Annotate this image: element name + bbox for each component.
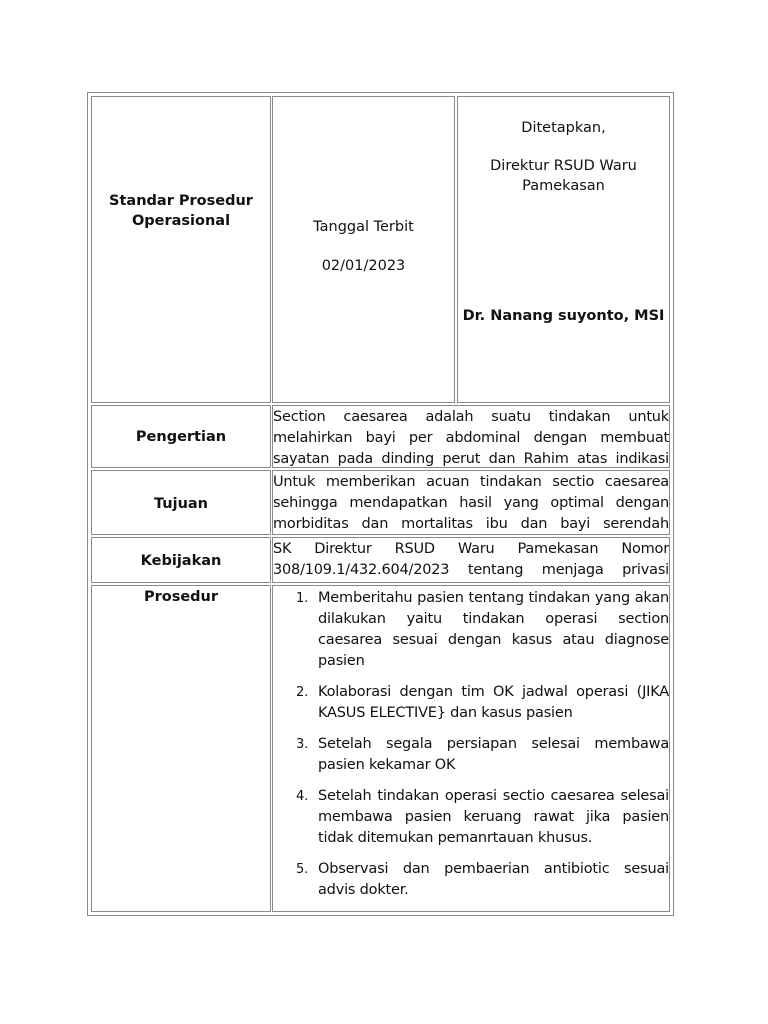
director-title — [458, 156, 669, 196]
kebijakan-content-cell — [272, 537, 670, 583]
tujuan-content-cell — [272, 470, 670, 535]
procedure-step-text: Setelah tindakan operasi sectio caesarea selesai membawa pasien keruang rawat jika pasien tidak ditemukan pemanrtauan khusus. — [318, 788, 669, 846]
tujuan-label-cell — [91, 470, 271, 535]
sop-title-line1: Standar Prosedur — [109, 193, 253, 209]
procedure-step — [273, 786, 669, 849]
prosedur-content-cell — [272, 585, 670, 912]
signatory-name: Dr. Nanang suyonto, MSI — [462, 308, 665, 324]
procedure-list — [273, 588, 669, 912]
procedure-step — [273, 911, 669, 912]
director-line2: Pamekasan — [522, 178, 605, 194]
procedure-step — [273, 588, 669, 672]
prosedur-label: Prosedur — [143, 589, 219, 605]
procedure-step-number: 3. — [296, 737, 309, 752]
approval-label: Ditetapkan, — [521, 120, 606, 136]
procedure-step-number: 5. — [296, 862, 309, 877]
sop-title-line2: Operasional — [131, 213, 231, 229]
issue-date-label: Tanggal Terbit — [313, 219, 414, 235]
issue-date-cell — [272, 96, 455, 403]
tujuan-label: Tujuan — [153, 496, 209, 512]
prosedur-label-cell — [91, 585, 271, 912]
procedure-step-number — [296, 911, 308, 912]
issue-date-value: 02/01/2023 — [321, 258, 406, 274]
kebijakan-label-cell — [91, 537, 271, 583]
sop-title-cell — [91, 96, 271, 403]
pengertian-label: Pengertian — [135, 429, 227, 445]
procedure-step-text: Kolaborasi dengan tim OK jadwal operasi (JIKA KASUS ELECTIVE} dan kasus pasien — [318, 684, 669, 721]
procedure-step-text: Observasi dan pembaerian antibiotic sesuai advis dokter. — [318, 861, 669, 898]
procedure-step-number: 4. — [296, 789, 309, 804]
approval-cell — [457, 96, 670, 403]
sop-title — [92, 191, 270, 231]
procedure-step-text: Memberitahu pasien tentang tindakan yang akan dilakukan yaitu tindakan operasi section caesarea sesuai dengan kasus atau diagnose pasien — [318, 590, 669, 669]
pengertian-label-cell — [91, 405, 271, 468]
pengertian-content-cell — [272, 405, 670, 468]
procedure-step-number: 1. — [296, 591, 309, 606]
director-line1: Direktur RSUD Waru — [490, 158, 637, 174]
procedure-step — [273, 682, 669, 724]
kebijakan-label: Kebijakan — [140, 553, 222, 569]
procedure-step-number: 2. — [296, 685, 309, 700]
pengertian-text: Section caesarea adalah suatu tindakan untuk melahirkan bayi per abdominal dengan membuat sayatan pada dinding perut dan Rahim atas indikasi — [273, 409, 669, 467]
tujuan-text: Untuk memberikan acuan tindakan sectio caesarea sehingga mendapatkan hasil yang optimal dengan morbiditas dan mortalitas ibu dan bayi serendah — [273, 474, 669, 532]
kebijakan-text: SK Direktur RSUD Waru Pamekasan Nomor 308/109.1/432.604/2023 tentang menjaga privasi — [273, 541, 669, 578]
procedure-step-text: Setelah segala persiapan selesai membawa pasien kekamar OK — [318, 736, 669, 773]
procedure-step — [273, 734, 669, 776]
procedure-step — [273, 859, 669, 901]
